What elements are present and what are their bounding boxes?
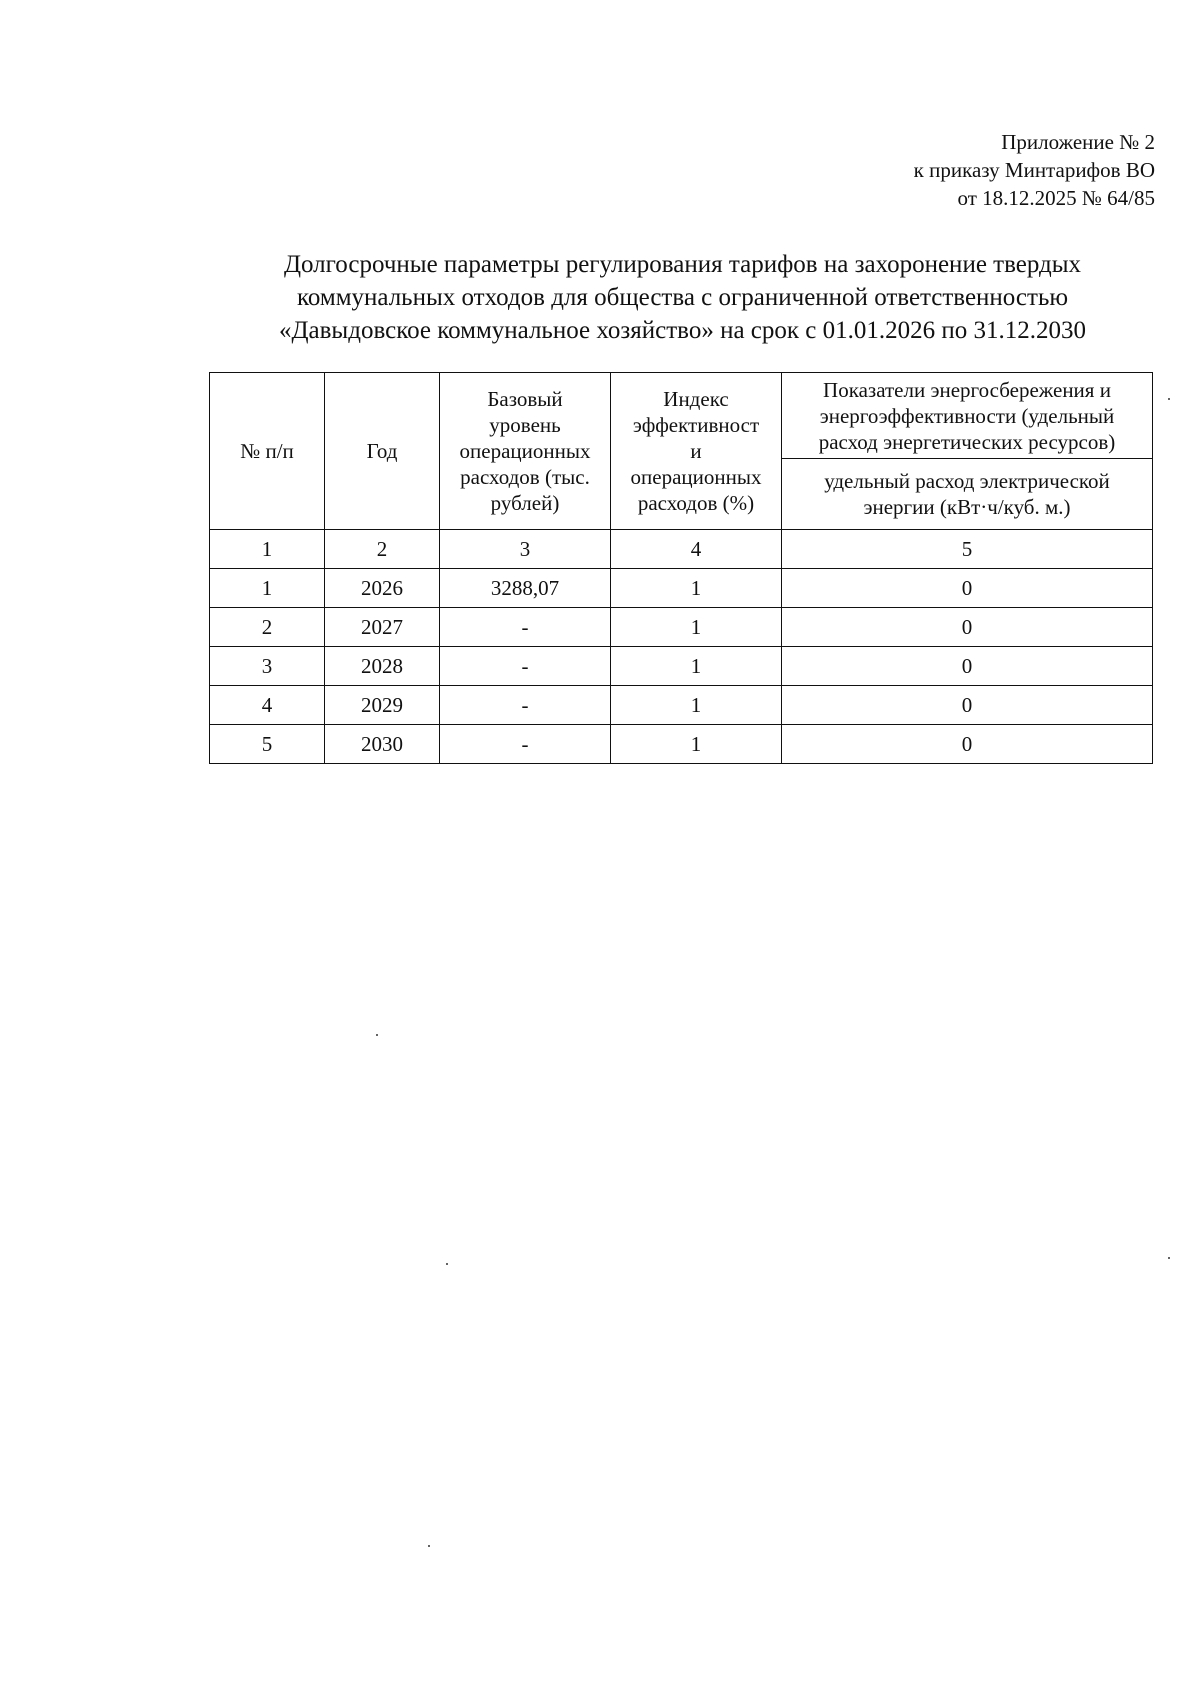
row-num: 5: [210, 725, 325, 764]
row-base-level: -: [440, 608, 611, 647]
table-row: [210, 647, 1153, 686]
row-year: 2026: [325, 569, 440, 608]
column-numbering-row: [210, 530, 1153, 569]
table-header-row: [210, 373, 1153, 459]
header-energy-electric: удельный расход электрической энергии (кВт·ч/куб. м.): [782, 459, 1153, 530]
scan-speck: [1168, 1257, 1170, 1259]
row-energy: 0: [782, 686, 1153, 725]
row-year: 2027: [325, 608, 440, 647]
row-efficiency-index: 1: [611, 686, 782, 725]
row-year: 2029: [325, 686, 440, 725]
row-num: 4: [210, 686, 325, 725]
row-energy: 0: [782, 569, 1153, 608]
title-line-1: Долгосрочные параметры регулирования тарифов на захоронение твердых: [283, 251, 1082, 278]
row-energy: 0: [782, 725, 1153, 764]
scan-speck: [446, 1263, 448, 1265]
appendix-order: к приказу Минтарифов ВО: [913, 158, 1155, 182]
table-row: [210, 569, 1153, 608]
row-num: 1: [210, 569, 325, 608]
header-efficiency-index: Индекс эффективност и операционных расходов (%): [611, 373, 782, 530]
row-efficiency-index: 1: [611, 608, 782, 647]
row-base-level: -: [440, 686, 611, 725]
row-num: 2: [210, 608, 325, 647]
row-base-level: -: [440, 725, 611, 764]
header-year: Год: [325, 373, 440, 530]
scan-speck: [1168, 398, 1170, 400]
scan-speck: [376, 1034, 378, 1036]
title-line-2: коммунальных отходов для общества с ограниченной ответственностью: [296, 284, 1069, 311]
appendix-number: Приложение № 2: [1001, 130, 1155, 154]
appendix-date: от 18.12.2025 № 64/85: [957, 186, 1155, 210]
header-num: № п/п: [210, 373, 325, 530]
scan-speck: [428, 1545, 430, 1547]
row-energy: 0: [782, 647, 1153, 686]
row-efficiency-index: 1: [611, 647, 782, 686]
row-base-level: 3288,07: [440, 569, 611, 608]
document-title: [200, 248, 1165, 347]
column-number: 4: [611, 530, 782, 569]
row-energy: 0: [782, 608, 1153, 647]
row-efficiency-index: 1: [611, 725, 782, 764]
row-num: 3: [210, 647, 325, 686]
table-row: [210, 608, 1153, 647]
appendix-reference: [914, 128, 1155, 212]
column-number: 5: [782, 530, 1153, 569]
column-number: 2: [325, 530, 440, 569]
column-number: 3: [440, 530, 611, 569]
parameters-table: [209, 372, 1153, 764]
title-line-3: «Давыдовское коммунальное хозяйство» на срок с 01.01.2026 по 31.12.2030: [278, 317, 1087, 344]
table-row: [210, 725, 1153, 764]
row-base-level: -: [440, 647, 611, 686]
header-energy-group: Показатели энергосбережения и энергоэффективности (удельный расход энергетических ресурсов): [782, 373, 1153, 459]
row-year: 2030: [325, 725, 440, 764]
row-efficiency-index: 1: [611, 569, 782, 608]
table-row: [210, 686, 1153, 725]
column-number: 1: [210, 530, 325, 569]
row-year: 2028: [325, 647, 440, 686]
header-base-level: Базовый уровень операционных расходов (тыс. рублей): [440, 373, 611, 530]
